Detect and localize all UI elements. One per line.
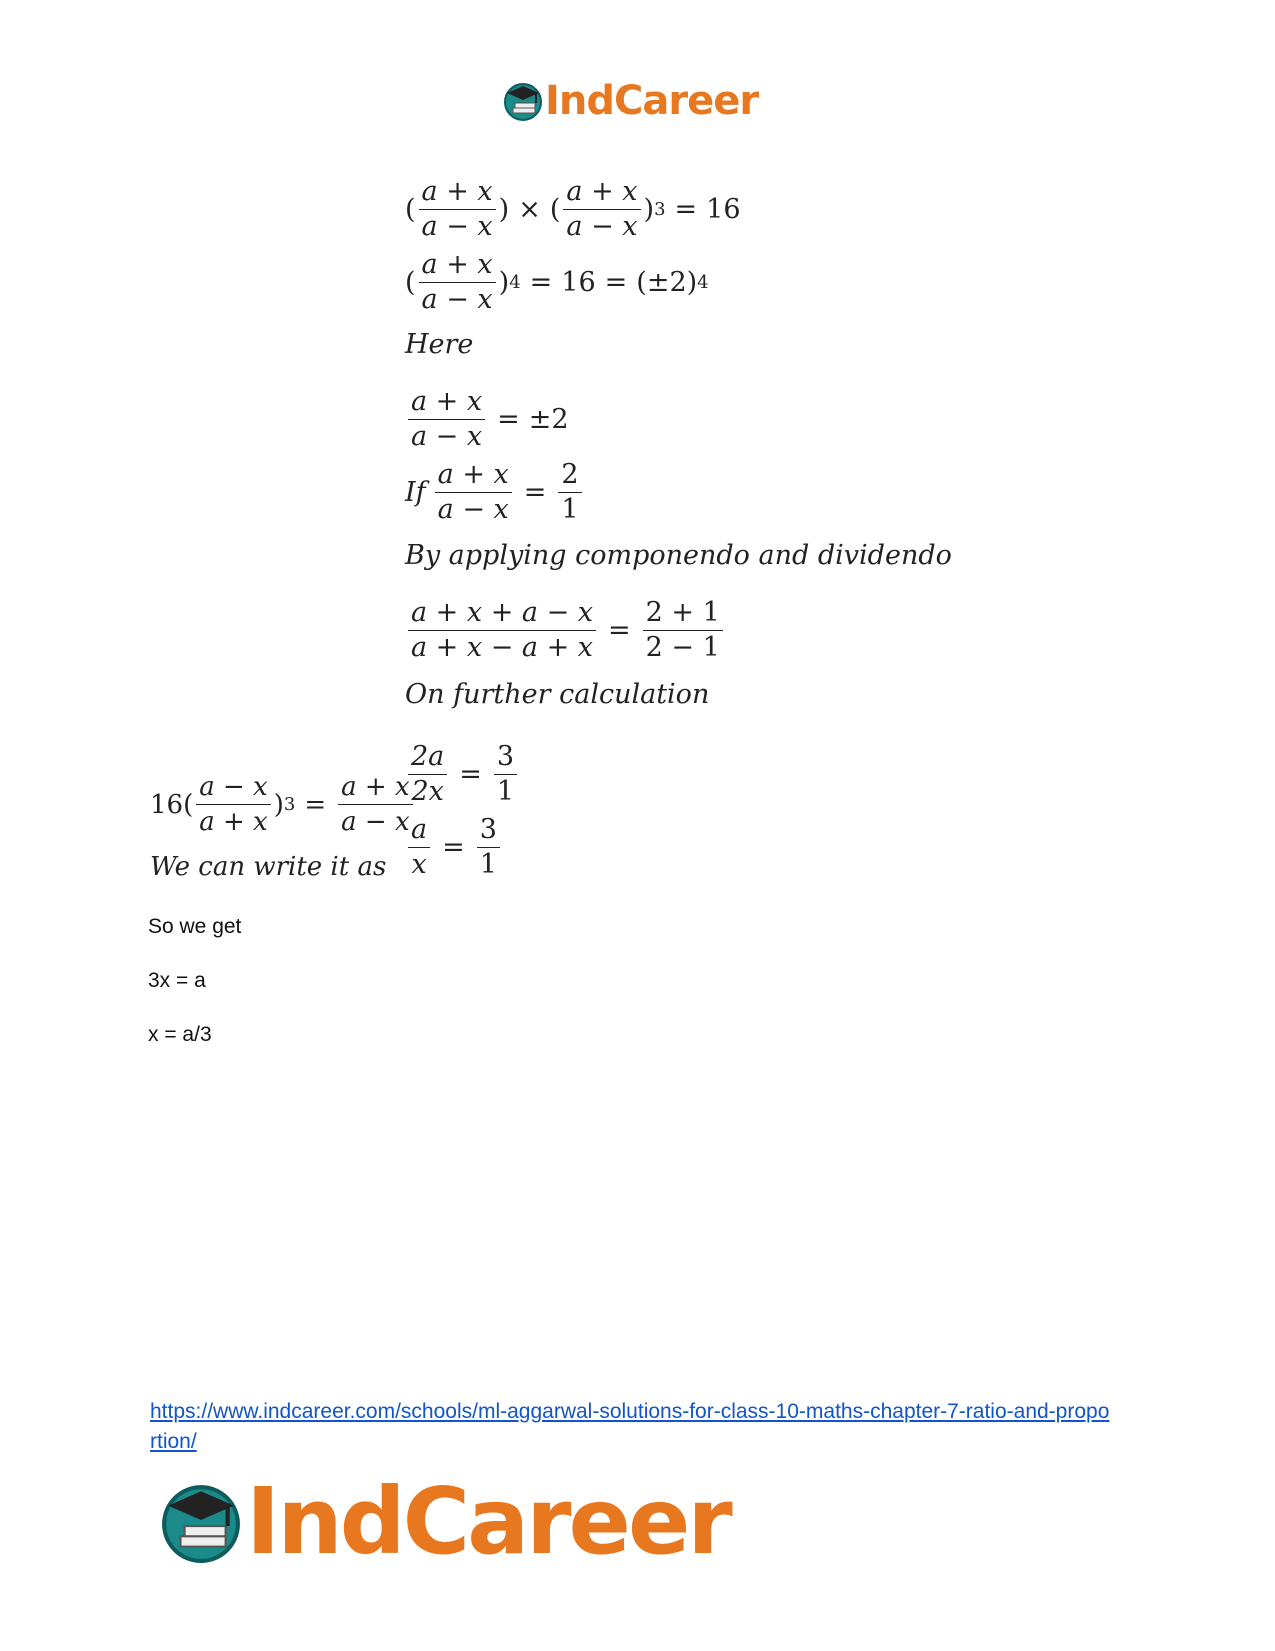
fraction: $\frac{a + x}{a - x}$: [338, 770, 412, 839]
operator: =: [497, 404, 520, 435]
footer-logo-text: IndCareer: [246, 1468, 730, 1575]
operator: =: [674, 194, 698, 225]
write-as-text: We can write it as: [150, 852, 387, 882]
paren: ): [498, 194, 510, 225]
source-link[interactable]: https://www.indcareer.com/schools/ml-aggarwal-solutions-for-class-10-maths-chapter-7-ratio-and-proportion/: [150, 1400, 1110, 1453]
fraction: $\frac{a + x}{a - x}$: [435, 458, 512, 527]
operator: =: [604, 267, 628, 298]
operator: =: [529, 267, 553, 298]
coefficient: 16(: [150, 789, 194, 820]
fraction: $\frac{2}{1}$: [558, 458, 581, 527]
fraction: $\frac{a - x}{a + x}$: [196, 770, 270, 839]
equation-3: [405, 385, 569, 454]
operator: =: [523, 477, 547, 508]
value: 16: [706, 194, 741, 225]
exponent: 3: [654, 199, 666, 220]
exponent: 3: [283, 794, 296, 815]
fraction: $\frac{a}{x}$: [408, 813, 430, 882]
operator: =: [459, 759, 482, 790]
fraction: $\frac{a + x}{a - x}$: [563, 175, 640, 244]
value: (±2): [636, 267, 698, 298]
header-logo: [503, 78, 758, 124]
fraction: $\frac{a + x}{a - x}$: [419, 175, 496, 244]
footer-logo: [160, 1468, 730, 1575]
paren: (: [405, 267, 416, 298]
if-label: If: [405, 477, 426, 508]
fraction: $\frac{a + x}{a - x}$: [419, 248, 496, 317]
paren: (: [549, 194, 561, 225]
equation-1: [405, 175, 741, 244]
here-label: Here: [405, 329, 474, 360]
graduation-cap-book-icon: [160, 1481, 242, 1563]
fraction: $\frac{a + x}{a - x}$: [408, 385, 485, 454]
header-logo-text: IndCareer: [545, 78, 759, 124]
exponent: 4: [697, 272, 709, 293]
so-we-get-text: So we get: [148, 915, 242, 938]
operator: =: [304, 789, 327, 820]
further-calculation-text: On further calculation: [405, 679, 710, 710]
componendo-text: By applying componendo and dividendo: [405, 540, 952, 571]
equation-5: [405, 596, 726, 665]
paren: ): [273, 789, 284, 820]
fraction: $\frac{3}{1}$: [477, 813, 500, 882]
equation-6: [405, 740, 520, 809]
operator: =: [442, 832, 465, 863]
side-equation: [150, 770, 416, 839]
exponent: 4: [509, 272, 521, 293]
operator: ×: [518, 194, 541, 225]
graduation-cap-book-icon: [503, 81, 543, 121]
value: ±2: [528, 404, 569, 435]
fraction: $\frac{2a}{2x}$: [408, 740, 447, 809]
fraction: $\frac{a + x + a - x}{a + x - a + x}$: [408, 596, 596, 665]
paren: ): [643, 194, 655, 225]
paren: (: [405, 194, 416, 225]
equation-2: [405, 248, 709, 317]
paren: ): [498, 267, 510, 298]
operator: =: [608, 615, 631, 646]
result-line-1: 3x = a: [148, 969, 206, 992]
value: 16: [561, 267, 596, 298]
equation-7: [405, 813, 503, 882]
fraction: $\frac{2 + 1}{2 - 1}$: [643, 596, 723, 665]
fraction: $\frac{3}{1}$: [494, 740, 517, 809]
equation-4: [405, 458, 585, 527]
result-line-2: x = a/3: [148, 1023, 212, 1046]
